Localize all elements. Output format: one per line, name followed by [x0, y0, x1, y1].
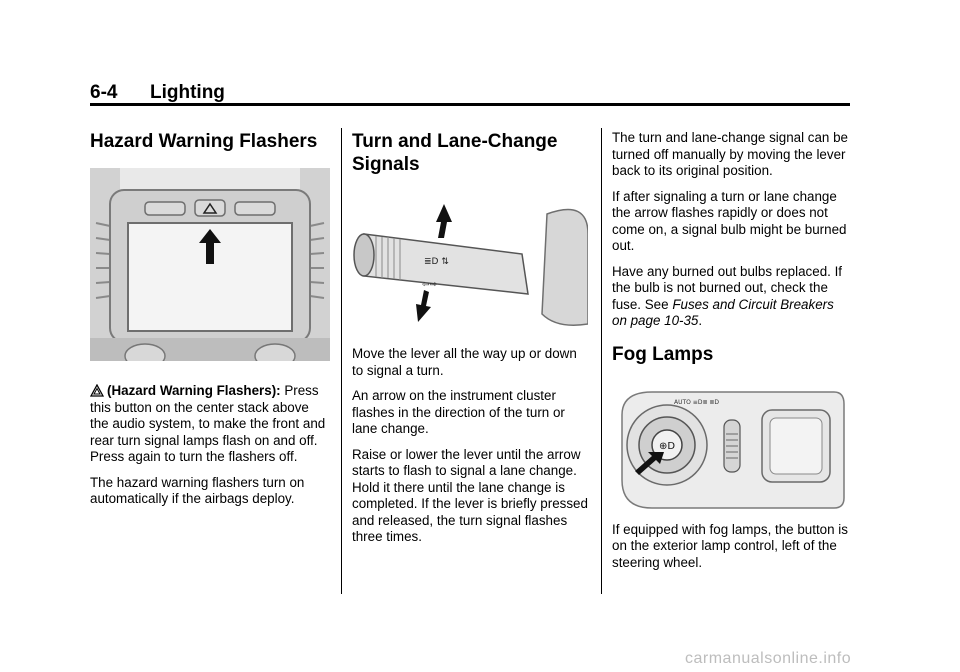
section-number: 6-4: [90, 82, 118, 103]
column-hazard: [90, 130, 330, 517]
fuse-paragraph-end: .: [698, 313, 703, 328]
turn-signal-heading-line2: Signals: [352, 154, 420, 175]
fog-lamp-paragraph: If equipped with fog lamps, the button is on the exterior lamp control, left of the steering wheel.: [612, 521, 848, 570]
svg-text:≣D ⇅: ≣D ⇅: [424, 257, 449, 267]
hazard-caption-label: (Hazard Warning Flashers):: [107, 383, 281, 398]
hazard-button-figure: [90, 168, 330, 361]
turn-signal-para1: Move the lever all the way up or down to signal a turn.: [352, 346, 577, 378]
svg-text:⊕D: ⊕D: [659, 440, 676, 452]
fuses-circuit-breakers-link[interactable]: Fuses and Circuit Breakers on page 10-35: [612, 296, 834, 328]
fuse-paragraph-text: Have any burned out bulbs replaced. If the bulb is not burned out, check the fuse. See: [612, 263, 843, 312]
column-divider-2: [601, 128, 602, 594]
fuse-paragraph: [612, 264, 852, 330]
svg-text:⇦⇨: ⇦⇨: [422, 280, 438, 290]
hazard-caption-text: Press this button on the center stack above the audio system, to make the front and rear turn signal lamps flash on and off. Press again to turn the flashers off.: [90, 383, 326, 464]
hazard-triangle-icon: [90, 384, 104, 397]
hazard-airbag-paragraph: The hazard warning flashers turn on automatically if the airbags deploy.: [90, 474, 305, 506]
turn-signal-off-paragraph: The turn and lane-change signal can be turned off manually by moving the lever back to its original position.: [612, 130, 848, 178]
section-title: Lighting: [150, 82, 225, 103]
svg-text:AUTO ≡D≣ ≣D: AUTO ≡D≣ ≣D: [674, 398, 720, 406]
turn-signal-heading-line1: Turn and Lane-Change: [352, 131, 558, 152]
bulb-out-paragraph: If after signaling a turn or lane change the arrow flashes rapidly or does not come on, a signal bulb might be burned out.: [612, 188, 847, 253]
hazard-heading: Hazard Warning Flashers: [90, 131, 318, 152]
turn-signal-heading: [352, 130, 588, 176]
turn-signal-lever-figure: [352, 194, 588, 334]
turn-signal-para2: An arrow on the instrument cluster flashes in the direction of the turn or lane change.: [352, 388, 565, 436]
column-fog-lamps: [612, 130, 852, 580]
fog-lamp-control-figure: [612, 380, 848, 512]
turn-signal-para3: Raise or lower the lever until the arrow starts to flash to signal a lane change. Hold it there until the lane change is completed. If the lever is briefly pressed and released, the turn signal flashes three times.: [352, 446, 588, 544]
fog-lamps-heading: Fog Lamps: [612, 343, 714, 365]
column-turn-signals: [352, 130, 588, 555]
header-rule: [90, 103, 850, 106]
hazard-caption: [90, 383, 330, 466]
column-divider-1: [341, 128, 342, 594]
watermark: carmanualsonline.info: [685, 650, 852, 667]
